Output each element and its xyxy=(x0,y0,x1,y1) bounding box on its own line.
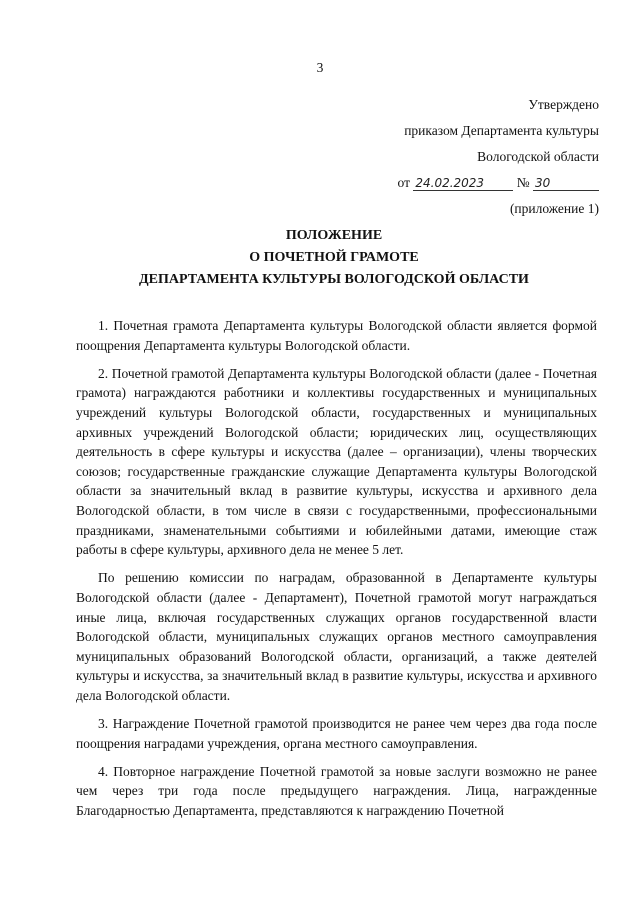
approval-block xyxy=(398,92,600,222)
page-number: 3 xyxy=(316,60,324,75)
approval-line-region: Вологодской области xyxy=(477,149,599,164)
title-line-3: ДЕПАРТАМЕНТА КУЛЬТУРЫ ВОЛОГОДСКОЙ ОБЛАСТИ xyxy=(139,272,529,287)
title-line-2: О ПОЧЕТНОЙ ГРАМОТЕ xyxy=(249,250,419,265)
paragraph-5: 4. Повторное награждение Почетной грамотой за новые заслуги возможно не ранее чем через три года после предыдущего награждения. Лица, награжденные Благодарностью Департамента, представляются к награждению Почетной xyxy=(76,763,597,819)
number-prefix: № xyxy=(516,175,530,190)
title-line-1: ПОЛОЖЕНИЕ xyxy=(285,228,383,243)
paragraph-1: 1. Почетная грамота Департамента культуры Вологодской области является формой поощрения Департамента культуры Вологодской области. xyxy=(76,318,597,353)
paragraph-3: По решению комиссии по наградам, образованной в Департаменте культуры Вологодской области (далее - Департамент), Почетной грамотой могут награждаться иные лица, включая государственных служащих органов государственной власти Вологодской области, муниципальных служащих органов местного самоуправления муниципальных образований Вологодской области, организаций, а также деятелей культуры и искусства, за значительный вклад в развитие культуры, искусства и архивного дела Вологодской области. xyxy=(76,570,597,703)
approval-date-line xyxy=(398,170,600,196)
paragraph-2: 2. Почетной грамотой Департамента культуры Вологодской области (далее - Почетная грамота) награждаются работники и коллективы государственных и муниципальных учреждений культуры Вологодской области, государственных и муниципальных архивных учреждений Вологодской области; юридических лиц, осуществляющих деятельность в сфере культуры и искусства (далее – организации), члены творческих союзов; государственные гражданские служащие Департамента культуры Вологодской области за значительный вклад в развитие культуры, искусства и архивного дела Вологодской области, в том числе в связи с государственными, профессиональными праздниками, знаменательными событиями и юбилейными датами, имеющие стаж работы в сфере культуры, архивного дела не менее 5 лет. xyxy=(76,365,597,558)
handwritten-date: 24.02.2023 xyxy=(413,176,513,191)
handwritten-number: 30 xyxy=(533,176,599,191)
approval-line-approved: Утверждено xyxy=(528,97,599,112)
date-prefix: от xyxy=(397,175,410,190)
approval-line-order: приказом Департамента культуры xyxy=(404,123,599,138)
appendix-label: (приложение 1) xyxy=(509,201,599,216)
document-body xyxy=(76,316,597,829)
document-title xyxy=(0,225,640,291)
paragraph-4: 3. Награждение Почетной грамотой производится не ранее чем через два года после поощрения наградами учреждения, органа местного самоуправления. xyxy=(76,716,597,751)
